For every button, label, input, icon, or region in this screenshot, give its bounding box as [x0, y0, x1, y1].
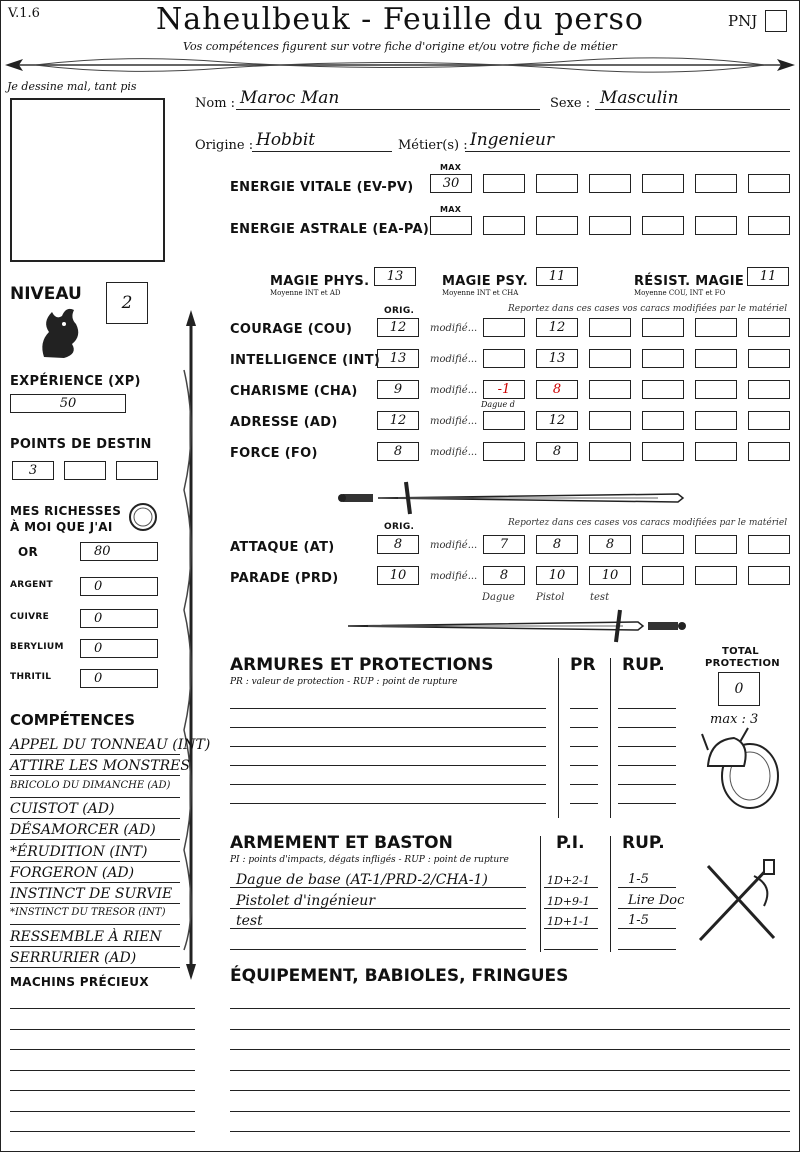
origine-label: Origine : [195, 138, 254, 153]
ea-box-3[interactable] [536, 216, 578, 235]
carac-mod-note: Dague d [481, 400, 515, 409]
carac-mod-box[interactable] [695, 380, 737, 399]
origine-value[interactable]: Hobbit [256, 130, 316, 150]
carac-label: COURAGE (COU) [230, 322, 353, 337]
destin-label: POINTS DE DESTIN [10, 437, 152, 452]
combat-orig-label: ORIG. [384, 522, 415, 532]
armures-sub: PR : valeur de protection - RUP : point de rupture [230, 677, 458, 687]
carac-mod-box[interactable] [642, 380, 684, 399]
caracs-note: Reportez dans ces cases vos caracs modifiées par le matériel [508, 304, 788, 314]
carac-mod-box[interactable] [695, 349, 737, 368]
wealth-label: BERYLIUM [10, 642, 64, 652]
armor-rup-line[interactable] [618, 803, 676, 804]
machin-line[interactable] [10, 1049, 195, 1050]
combat-mod-box[interactable] [642, 535, 684, 554]
carac-orig-value: 13 [389, 351, 407, 366]
armement-divider-1 [540, 836, 541, 952]
carac-mod-box[interactable] [642, 318, 684, 337]
combat-orig-value: 10 [389, 568, 407, 583]
version-label: V.1.6 [8, 6, 40, 21]
armement-sub: PI : points d'impacts, dégats infligés - RUP : point de rupture [230, 855, 509, 865]
combat-caption-2: Pistol [536, 592, 565, 603]
combat-mod-label: modifié... [430, 540, 478, 551]
weapon-name[interactable]: Dague de base (AT-1/PRD-2/CHA-1) [236, 872, 488, 888]
combat-mod-value-2: 10 [548, 568, 566, 583]
ev-max-label: MAX [440, 163, 462, 172]
total-label: TOTAL [722, 646, 759, 657]
ea-label: ENERGIE ASTRALE (EA-PA) [230, 222, 430, 237]
carac-mod-value-1 [483, 349, 525, 368]
wealth-value: 0 [94, 579, 103, 594]
ea-value [430, 216, 472, 235]
combat-label: ATTAQUE (AT) [230, 540, 335, 555]
equipement-line[interactable] [230, 1090, 790, 1091]
wealth-label: THRITIL [10, 672, 52, 682]
wealth-label: CUIVRE [10, 612, 50, 622]
carac-mod-box[interactable] [642, 442, 684, 461]
competence-item[interactable]: RESSEMBLE À RIEN [10, 928, 162, 945]
armor-line[interactable] [230, 727, 546, 728]
weapon-pi-line[interactable] [544, 949, 598, 950]
weapon-rup-line[interactable] [618, 908, 676, 909]
competence-underline [10, 754, 180, 755]
armor-line[interactable] [230, 803, 546, 804]
ev-box-2[interactable] [483, 174, 525, 193]
armor-rup-line[interactable] [618, 746, 676, 747]
armement-rup-header: RUP. [622, 833, 665, 853]
carac-orig-value: 12 [389, 320, 407, 335]
combat-mod-box[interactable] [695, 535, 737, 554]
magie-psy-value: 11 [548, 269, 566, 284]
page-subtitle: Vos compétences figurent sur votre fiche d'origine et/ou votre fiche de métier [183, 40, 617, 53]
carac-label: ADRESSE (AD) [230, 415, 338, 430]
equipement-line[interactable] [230, 1049, 790, 1050]
sword-icon-2 [338, 608, 688, 644]
carac-mod-value-1 [483, 318, 525, 337]
carac-orig-value: 8 [393, 444, 403, 459]
carac-mod-value-1 [483, 411, 525, 430]
combat-mod-box[interactable] [748, 566, 790, 585]
metier-underline [465, 151, 790, 152]
ea-box-5[interactable] [642, 216, 684, 235]
carac-mod-box[interactable] [589, 380, 631, 399]
armures-divider-2 [610, 658, 611, 818]
carac-mod-label: modifié... [430, 385, 478, 396]
competence-underline [10, 775, 180, 776]
xp-value: 50 [59, 396, 77, 411]
armures-title: ARMURES ET PROTECTIONS [230, 655, 494, 675]
destin-box-3[interactable] [116, 461, 158, 480]
armor-rup-line[interactable] [618, 708, 676, 709]
ea-box-2[interactable] [483, 216, 525, 235]
carac-mod-box[interactable] [748, 380, 790, 399]
armor-line[interactable] [230, 708, 546, 709]
competence-underline [10, 903, 180, 904]
pnj-checkbox[interactable] [765, 10, 787, 32]
magie-phys-value: 13 [386, 269, 404, 284]
page-title: Naheulbeuk - Feuille du perso [156, 2, 644, 37]
carac-mod-value-2: 13 [548, 351, 566, 366]
ev-box-3[interactable] [536, 174, 578, 193]
carac-mod-box[interactable] [695, 411, 737, 430]
combat-label: PARADE (PRD) [230, 571, 339, 586]
combat-caption-1: Dague [482, 592, 515, 603]
weapon-rup-line[interactable] [618, 887, 676, 888]
weapons-icon [694, 856, 782, 946]
ev-box-4[interactable] [589, 174, 631, 193]
dragon-icon [34, 302, 84, 362]
sexe-label: Sexe : [550, 96, 591, 111]
armor-line[interactable] [230, 784, 546, 785]
carac-mod-box[interactable] [748, 349, 790, 368]
armement-title: ARMEMENT ET BASTON [230, 833, 453, 853]
weapon-line[interactable] [230, 928, 526, 929]
destin-box-2[interactable] [64, 461, 106, 480]
competence-item[interactable]: DÉSAMORCER (AD) [10, 822, 156, 839]
competence-item[interactable]: FORGERON (AD) [10, 864, 135, 881]
competence-item[interactable]: ATTIRE LES MONSTRES [10, 758, 190, 775]
weapon-line[interactable] [230, 949, 526, 950]
machin-line[interactable] [10, 1008, 195, 1009]
weapon-pi[interactable]: 1D+2-1 [547, 874, 590, 887]
armures-rup-header: RUP. [622, 655, 665, 675]
resist-magie-label: RÉSIST. MAGIE [634, 274, 745, 289]
wealth-label: OR [18, 545, 39, 559]
competence-underline [10, 924, 180, 925]
armor-rup-line[interactable] [618, 765, 676, 766]
ev-label: ENERGIE VITALE (EV-PV) [230, 180, 414, 195]
weapon-name[interactable]: Pistolet d'ingénieur [236, 892, 376, 909]
ev-value: 30 [442, 176, 460, 191]
weapon-pi[interactable]: 1D+9-1 [547, 894, 590, 908]
weapon-rup-line[interactable] [618, 928, 676, 929]
weapon-pi-line[interactable] [544, 887, 598, 888]
competence-item[interactable]: INSTINCT DE SURVIE [10, 886, 173, 903]
armor-rup-line[interactable] [618, 727, 676, 728]
carac-mod-value-1: -1 [497, 382, 511, 397]
competence-underline [10, 861, 180, 862]
richesses-label-1: MES RICHESSES [10, 504, 122, 518]
equipement-title: ÉQUIPEMENT, BABIOLES, FRINGUES [230, 966, 569, 986]
metier-label: Métier(s) : [398, 138, 468, 153]
combat-mod-value-1: 7 [499, 537, 509, 552]
weapon-name[interactable]: test [236, 913, 263, 929]
machins-title: MACHINS PRÉCIEUX [10, 975, 149, 989]
armures-pr-header: PR [570, 655, 596, 675]
competence-underline [10, 797, 180, 798]
carac-mod-box[interactable] [695, 318, 737, 337]
wealth-label: ARGENT [10, 580, 53, 590]
combat-mod-value-3: 10 [601, 568, 619, 583]
armor-pr-line[interactable] [570, 765, 598, 766]
ev-box-7[interactable] [748, 174, 790, 193]
magie-phys-label: MAGIE PHYS. [270, 274, 370, 289]
competence-item[interactable]: SERRURIER (AD) [10, 950, 137, 966]
sexe-underline [595, 109, 790, 110]
portrait-box[interactable] [10, 98, 165, 262]
competence-item[interactable]: APPEL DU TONNEAU (INT) [10, 737, 211, 753]
armor-pr-line[interactable] [570, 746, 598, 747]
machin-line[interactable] [10, 1111, 195, 1112]
decorative-spear-icon [5, 52, 795, 78]
combat-mod-value-1: 8 [499, 568, 509, 583]
pnj-label: PNJ [728, 12, 758, 30]
competence-item[interactable]: CUISTOT (AD) [10, 800, 115, 817]
weapon-rup[interactable]: Lire Doc [628, 892, 685, 908]
destin-value: 3 [28, 463, 38, 478]
portrait-caption: Je dessine mal, tant pis [7, 80, 137, 93]
carac-mod-value-2: 8 [552, 382, 562, 397]
competence-underline [10, 839, 180, 840]
wealth-value: 0 [94, 671, 103, 686]
caracs-orig-label: ORIG. [384, 306, 415, 316]
armures-divider-1 [558, 658, 559, 818]
carac-mod-value-2: 12 [548, 320, 566, 335]
combat-mod-box[interactable] [695, 566, 737, 585]
ev-box-5[interactable] [642, 174, 684, 193]
origine-underline [252, 151, 392, 152]
combat-note: Reportez dans ces cases vos caracs modifiées par le matériel [508, 518, 788, 528]
richesses-label-2: À MOI QUE J'AI [10, 520, 113, 534]
armement-divider-2 [610, 836, 611, 952]
carac-mod-value-2: 12 [548, 413, 566, 428]
competence-underline [10, 818, 180, 819]
combat-orig-value: 8 [393, 537, 403, 552]
competence-underline [10, 882, 180, 883]
wealth-value: 0 [94, 611, 103, 626]
sexe-value[interactable]: Masculin [600, 88, 679, 108]
resist-magie-sub: Moyenne COU, INT et FO [634, 289, 726, 297]
carac-label: CHARISME (CHA) [230, 384, 358, 399]
carac-orig-value: 9 [393, 382, 403, 397]
niveau-value: 2 [121, 293, 133, 313]
armement-pi-header: P.I. [556, 833, 585, 853]
armor-pr-line[interactable] [570, 708, 598, 709]
armor-rup-line[interactable] [618, 784, 676, 785]
ev-box-6[interactable] [695, 174, 737, 193]
carac-mod-label: modifié... [430, 323, 478, 334]
machin-line[interactable] [10, 1131, 195, 1132]
wealth-value: 0 [94, 641, 103, 656]
carac-mod-label: modifié... [430, 354, 478, 365]
carac-mod-box[interactable] [589, 318, 631, 337]
carac-label: INTELLIGENCE (INT) [230, 353, 381, 368]
total-protection-value: 0 [734, 681, 744, 697]
combat-mod-value-3: 8 [605, 537, 615, 552]
machin-line[interactable] [10, 1029, 195, 1030]
ea-box-7[interactable] [748, 216, 790, 235]
carac-label: FORCE (FO) [230, 446, 318, 461]
weapon-rup-line[interactable] [618, 949, 676, 950]
weapon-pi[interactable]: 1D+1-1 [547, 915, 590, 928]
weapon-rup[interactable]: 1-5 [628, 913, 649, 928]
nom-label: Nom : [195, 96, 236, 111]
carac-mod-label: modifié... [430, 447, 478, 458]
resist-magie-value: 11 [759, 269, 777, 284]
combat-mod-value-2: 8 [552, 537, 562, 552]
armor-pr-line[interactable] [570, 727, 598, 728]
machin-line[interactable] [10, 1090, 195, 1091]
competence-item[interactable]: *ÉRUDITION (INT) [10, 843, 148, 860]
carac-mod-value-1 [483, 442, 525, 461]
weapon-rup[interactable]: 1-5 [628, 872, 649, 887]
ea-box-6[interactable] [695, 216, 737, 235]
staff-icon [180, 310, 202, 980]
combat-mod-box[interactable] [642, 566, 684, 585]
coin-icon [128, 502, 158, 532]
equipement-line[interactable] [230, 1070, 790, 1071]
combat-mod-box[interactable] [748, 535, 790, 554]
combat-mod-label: modifié... [430, 571, 478, 582]
equipement-line[interactable] [230, 1029, 790, 1030]
carac-mod-value-2: 8 [552, 444, 562, 459]
competence-item[interactable]: BRICOLO DU DIMANCHE (AD) [10, 779, 171, 791]
niveau-label: NIVEAU [10, 284, 82, 304]
armor-pr-line[interactable] [570, 784, 598, 785]
wealth-box[interactable] [80, 609, 158, 628]
sword-icon [338, 480, 688, 516]
carac-mod-box[interactable] [642, 411, 684, 430]
carac-orig-value: 12 [389, 413, 407, 428]
carac-mod-box[interactable] [589, 411, 631, 430]
carac-mod-box[interactable] [748, 442, 790, 461]
wealth-value: 80 [94, 544, 111, 559]
weapon-pi-line[interactable] [544, 908, 598, 909]
equipement-line[interactable] [230, 1131, 790, 1132]
carac-mod-box[interactable] [695, 442, 737, 461]
armor-line[interactable] [230, 765, 546, 766]
carac-mod-box[interactable] [589, 442, 631, 461]
equipement-line[interactable] [230, 1008, 790, 1009]
ea-max-label: MAX [440, 205, 462, 214]
magie-psy-label: MAGIE PSY. [442, 274, 529, 289]
protection-label: PROTECTION [705, 658, 780, 669]
combat-caption-3: test [590, 592, 610, 603]
ea-box-4[interactable] [589, 216, 631, 235]
wealth-box[interactable] [80, 542, 158, 561]
carac-mod-box[interactable] [748, 318, 790, 337]
wealth-box[interactable] [80, 639, 158, 658]
competences-title: COMPÉTENCES [10, 711, 136, 729]
carac-mod-box[interactable] [589, 349, 631, 368]
carac-mod-box[interactable] [748, 411, 790, 430]
competence-item[interactable]: *INSTINCT DU TRESOR (INT) [10, 907, 166, 919]
magie-phys-sub: Moyenne INT et AD [270, 289, 341, 297]
carac-mod-label: modifié... [430, 416, 478, 427]
wealth-box[interactable] [80, 669, 158, 688]
armor-line[interactable] [230, 746, 546, 747]
weapon-pi-line[interactable] [544, 928, 598, 929]
metier-value[interactable]: Ingenieur [470, 130, 555, 150]
wealth-box[interactable] [80, 577, 158, 596]
carac-mod-box[interactable] [642, 349, 684, 368]
xp-label: EXPÉRIENCE (XP) [10, 374, 141, 389]
competence-underline [10, 946, 180, 947]
nom-value[interactable]: Maroc Man [240, 88, 340, 108]
max-protection-label: max : 3 [710, 712, 759, 727]
competence-underline [10, 967, 180, 968]
magie-psy-sub: Moyenne INT et CHA [442, 289, 519, 297]
armor-pr-line[interactable] [570, 803, 598, 804]
equipement-line[interactable] [230, 1111, 790, 1112]
machin-line[interactable] [10, 1070, 195, 1071]
nom-underline [236, 109, 540, 110]
helmet-shield-icon [700, 726, 782, 812]
